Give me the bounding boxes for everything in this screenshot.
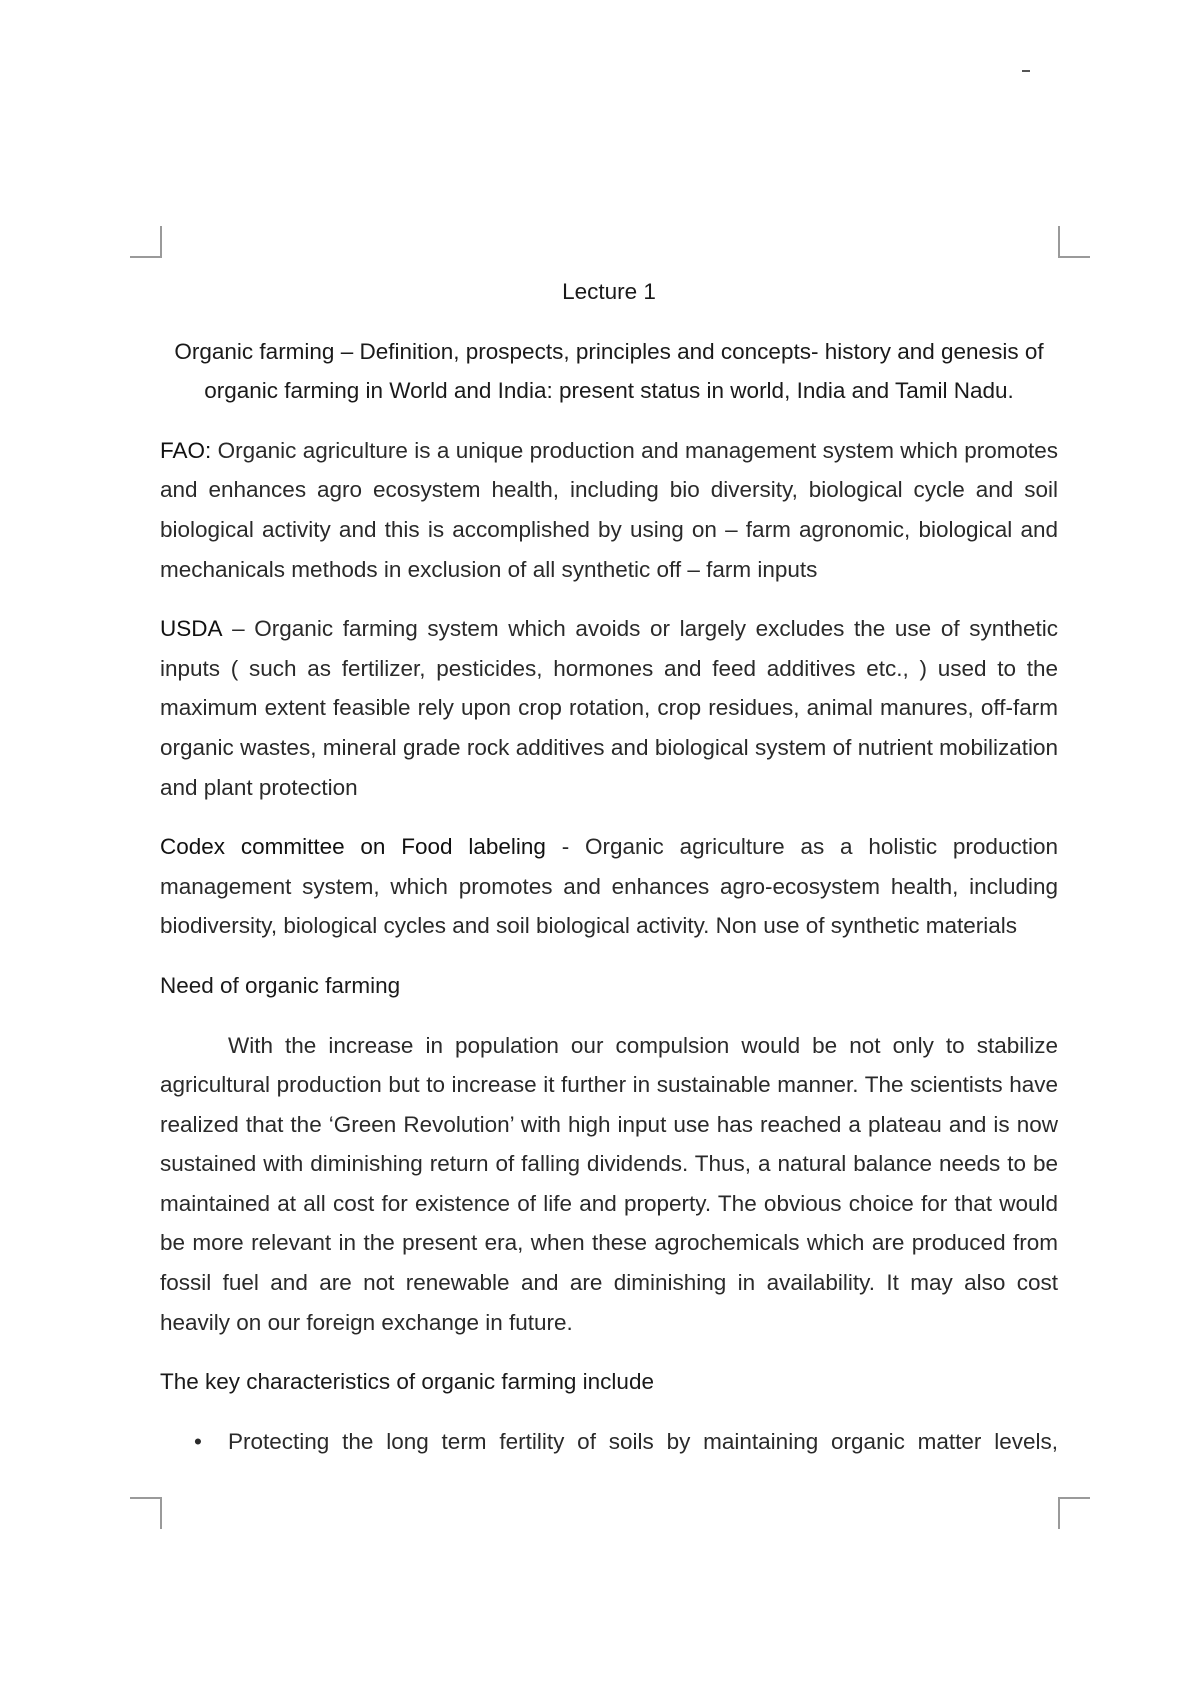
need-section-paragraph — [160, 1026, 1058, 1343]
definition-usda — [160, 609, 1058, 807]
page-mark — [1022, 70, 1030, 72]
definition-fao — [160, 431, 1058, 589]
list-item — [160, 1422, 1058, 1462]
bullet-icon: • — [194, 1428, 202, 1454]
definition-text: - Organic agriculture as a holistic production management system, which promotes and enhances agro-ecosystem health, including biodiversity, biological cycles and soil biological activity. Non use of synthetic materials — [160, 834, 1058, 939]
list-item-text: Protecting the long term fertility of soils by maintaining organic matter levels, — [228, 1428, 1058, 1454]
need-section-text: With the increase in population our compulsion would be not only to stabilize agricultural production but to increase it further in sustainable manner. The scientists have realized that the ‘Green Revolution’ with high input use has reached a plateau and is now sustained with diminishing return of falling dividends. Thus, a natural balance needs to be maintained at all cost for existence of life and property. The obvious choice for that would be more relevant in the present era, when these agrochemicals which are produced from fossil fuel and are not renewable and are diminishing in availability. It may also cost heavily on our foreign exchange in future. — [160, 1032, 1058, 1335]
definition-source: USDA — [160, 616, 223, 642]
characteristics-list — [160, 1422, 1058, 1462]
document-body — [160, 272, 1058, 1461]
margin-corner-top-right — [1058, 226, 1090, 258]
margin-corner-bottom-left — [130, 1497, 162, 1529]
definition-text: – Organic farming system which avoids or largely excludes the use of synthetic inputs ( such as fertilizer, pesticides, hormones and feed additives etc., ) used to the maximum extent feasible rely upon crop rotation, crop residues, animal manures, off-farm organic wastes, mineral grade rock additives and biological system of nutrient mobilization and plant protection — [160, 616, 1058, 800]
margin-corner-top-left — [130, 226, 162, 258]
need-section-heading: Need of organic farming — [160, 972, 401, 998]
margin-corner-bottom-right — [1058, 1497, 1090, 1529]
definition-codex — [160, 827, 1058, 946]
definition-source: Codex committee on Food labeling — [160, 834, 546, 860]
definition-text: Organic agriculture is a unique production and management system which promotes and enhances agro ecosystem health, including bio diversity, biological cycle and soil biological activity and this is accomplished by using on – farm agronomic, biological and mechanicals methods in exclusion of all synthetic off – farm inputs — [160, 437, 1058, 582]
definition-source: FAO: — [160, 437, 212, 463]
lecture-title: Lecture 1 — [562, 279, 656, 304]
characteristics-heading: The key characteristics of organic farming include — [160, 1369, 654, 1395]
main-heading: Organic farming – Definition, prospects, principles and concepts- history and genesis of organic farming in World and India: present status in world, India and Tamil Nadu. — [174, 338, 1044, 404]
